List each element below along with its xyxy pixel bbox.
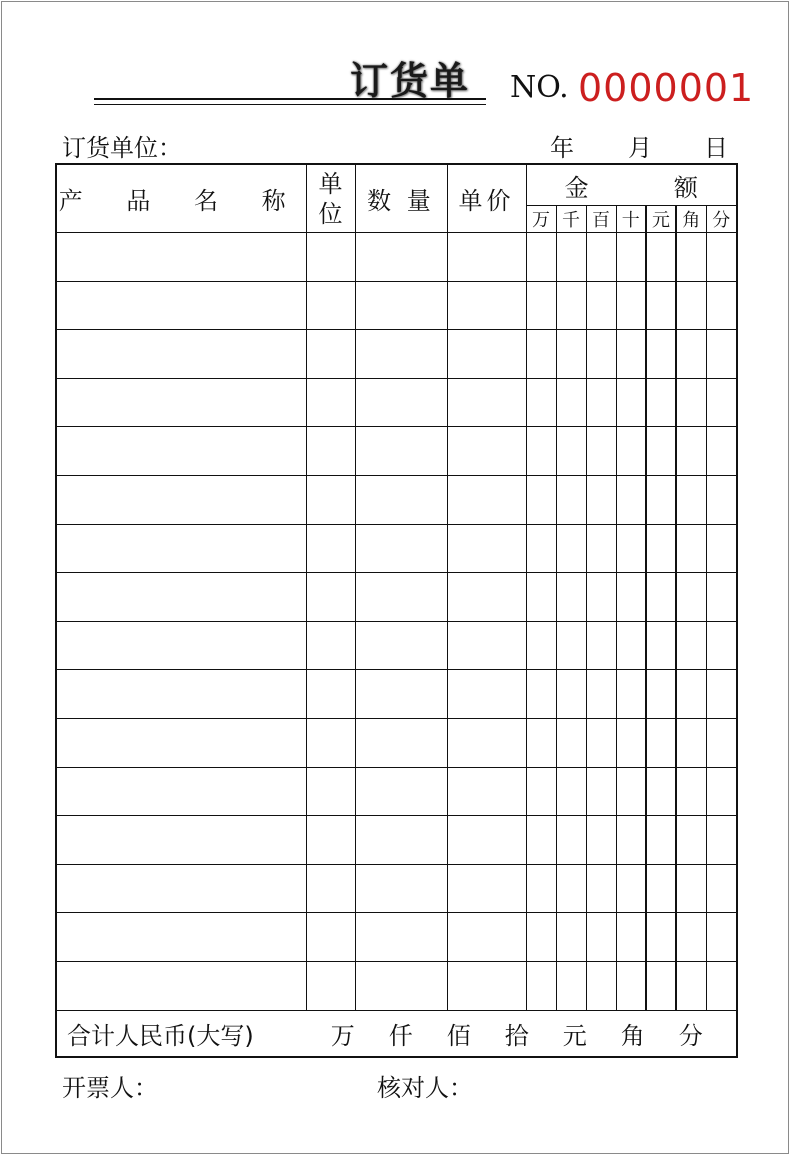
- table-cell[interactable]: [586, 573, 616, 622]
- table-cell[interactable]: [306, 913, 355, 962]
- month-label: 月: [628, 134, 652, 162]
- table-cell[interactable]: [706, 670, 737, 719]
- table-cell[interactable]: [56, 330, 306, 379]
- customer-label: 订货单位：: [62, 134, 182, 162]
- table-cell[interactable]: [556, 330, 586, 379]
- table-cell[interactable]: [676, 330, 706, 379]
- table-cell[interactable]: [355, 233, 447, 282]
- table-row[interactable]: [56, 913, 737, 962]
- table-cell[interactable]: [306, 621, 355, 670]
- table-cell[interactable]: [447, 864, 526, 913]
- table-cell[interactable]: [526, 913, 556, 962]
- table-cell[interactable]: [526, 816, 556, 865]
- table-row[interactable]: [56, 281, 737, 330]
- table-cell[interactable]: [586, 767, 616, 816]
- table-cell[interactable]: [646, 524, 676, 573]
- table-cell[interactable]: [556, 864, 586, 913]
- table-cell[interactable]: [646, 427, 676, 476]
- table-cell[interactable]: [586, 670, 616, 719]
- table-cell[interactable]: [56, 621, 306, 670]
- table-cell[interactable]: [706, 475, 737, 524]
- table-cell[interactable]: [676, 281, 706, 330]
- title-underline-thick: [94, 98, 486, 100]
- table-cell[interactable]: [306, 816, 355, 865]
- digit-yuan: 元: [646, 206, 676, 233]
- table-cell[interactable]: [355, 524, 447, 573]
- table-cell[interactable]: [56, 864, 306, 913]
- table-cell[interactable]: [447, 816, 526, 865]
- table-cell[interactable]: [646, 573, 676, 622]
- col-amount-right: 额: [673, 173, 698, 202]
- table-cell[interactable]: [646, 475, 676, 524]
- table-cell[interactable]: [646, 913, 676, 962]
- total-unit-shi: 拾: [504, 1021, 529, 1050]
- table-cell[interactable]: [676, 573, 706, 622]
- table-cell[interactable]: [306, 475, 355, 524]
- table-cell[interactable]: [526, 767, 556, 816]
- total-unit-wan: 万: [330, 1021, 355, 1050]
- table-cell[interactable]: [616, 281, 646, 330]
- table-cell[interactable]: [586, 913, 616, 962]
- col-amount-left: 金: [564, 173, 589, 202]
- table-cell[interactable]: [646, 378, 676, 427]
- table-cell[interactable]: [706, 961, 737, 1010]
- table-cell[interactable]: [56, 475, 306, 524]
- table-cell[interactable]: [56, 961, 306, 1010]
- table-cell[interactable]: [556, 475, 586, 524]
- table-cell[interactable]: [526, 670, 556, 719]
- table-cell[interactable]: [616, 427, 646, 476]
- col-unit: [306, 164, 355, 233]
- table-cell[interactable]: [447, 961, 526, 1010]
- table-cell[interactable]: [355, 281, 447, 330]
- table-row[interactable]: [56, 524, 737, 573]
- table-cell[interactable]: [586, 718, 616, 767]
- table-row[interactable]: [56, 767, 737, 816]
- table-cell[interactable]: [676, 378, 706, 427]
- table-cell[interactable]: [447, 330, 526, 379]
- table-cell[interactable]: [355, 913, 447, 962]
- table-cell[interactable]: [56, 816, 306, 865]
- table-cell[interactable]: [646, 961, 676, 1010]
- table-cell[interactable]: [616, 621, 646, 670]
- table-cell[interactable]: [447, 621, 526, 670]
- table-cell[interactable]: [706, 718, 737, 767]
- table-cell[interactable]: [355, 427, 447, 476]
- table-cell[interactable]: [646, 718, 676, 767]
- table-cell[interactable]: [706, 233, 737, 282]
- day-label: 日: [704, 134, 728, 162]
- table-cell[interactable]: [556, 621, 586, 670]
- table-cell[interactable]: [616, 330, 646, 379]
- table-cell[interactable]: [447, 767, 526, 816]
- table-cell[interactable]: [56, 427, 306, 476]
- table-cell[interactable]: [306, 767, 355, 816]
- table-cell[interactable]: [56, 718, 306, 767]
- table-body: [56, 233, 737, 1011]
- table-cell[interactable]: [556, 524, 586, 573]
- table-cell[interactable]: [556, 767, 586, 816]
- issuer-label: 开票人：: [62, 1074, 158, 1102]
- title-underline-thin: [94, 104, 486, 105]
- table-row[interactable]: [56, 330, 737, 379]
- table-cell[interactable]: [586, 621, 616, 670]
- table-cell[interactable]: [676, 524, 706, 573]
- table-cell[interactable]: [306, 233, 355, 282]
- table-cell[interactable]: [616, 767, 646, 816]
- table-cell[interactable]: [706, 913, 737, 962]
- table-cell[interactable]: [616, 961, 646, 1010]
- table-cell[interactable]: [676, 816, 706, 865]
- table-cell[interactable]: [556, 281, 586, 330]
- table-cell[interactable]: [706, 427, 737, 476]
- digit-wan: 万: [526, 206, 556, 233]
- table-cell[interactable]: [586, 233, 616, 282]
- table-cell[interactable]: [586, 330, 616, 379]
- table-cell[interactable]: [526, 573, 556, 622]
- table-cell[interactable]: [56, 281, 306, 330]
- table-cell[interactable]: [526, 330, 556, 379]
- total-label: 合计人民币(大写): [67, 1021, 254, 1050]
- table-cell[interactable]: [586, 281, 616, 330]
- table-cell[interactable]: [556, 816, 586, 865]
- table-cell[interactable]: [616, 233, 646, 282]
- table-row[interactable]: [56, 816, 737, 865]
- table-cell[interactable]: [646, 816, 676, 865]
- table-cell[interactable]: [616, 864, 646, 913]
- table-cell[interactable]: [556, 427, 586, 476]
- table-cell[interactable]: [355, 961, 447, 1010]
- table-row[interactable]: [56, 961, 737, 1010]
- table-cell[interactable]: [616, 524, 646, 573]
- table-cell[interactable]: [556, 378, 586, 427]
- col-unit-top: 单: [318, 169, 343, 198]
- form-title: 订货单: [350, 58, 471, 103]
- table-cell[interactable]: [56, 767, 306, 816]
- table-cell[interactable]: [556, 573, 586, 622]
- table-cell[interactable]: [306, 961, 355, 1010]
- number-label: NO.: [510, 70, 569, 105]
- table-cell[interactable]: [56, 913, 306, 962]
- col-unit-bottom: 位: [318, 199, 343, 228]
- total-unit-jiao: 角: [620, 1021, 645, 1050]
- table-cell[interactable]: [646, 767, 676, 816]
- table-cell[interactable]: [676, 767, 706, 816]
- table-cell[interactable]: [616, 670, 646, 719]
- table-cell[interactable]: [586, 524, 616, 573]
- table-cell[interactable]: [706, 330, 737, 379]
- table-cell[interactable]: [706, 524, 737, 573]
- table-cell[interactable]: [556, 670, 586, 719]
- table-cell[interactable]: [586, 816, 616, 865]
- total-unit-bai: 佰: [446, 1021, 471, 1050]
- table-cell[interactable]: [526, 718, 556, 767]
- table-cell[interactable]: [616, 913, 646, 962]
- table-cell[interactable]: [586, 475, 616, 524]
- table-cell[interactable]: [447, 281, 526, 330]
- table-cell[interactable]: [586, 378, 616, 427]
- table-cell[interactable]: [616, 573, 646, 622]
- table-cell[interactable]: [646, 281, 676, 330]
- table-cell[interactable]: [646, 670, 676, 719]
- total-unit-fen: 分: [678, 1021, 703, 1050]
- digit-fen: 分: [706, 206, 737, 233]
- table-cell[interactable]: [646, 233, 676, 282]
- table-cell[interactable]: [447, 524, 526, 573]
- table-cell[interactable]: [355, 621, 447, 670]
- col-amount: [526, 164, 737, 206]
- table-cell[interactable]: [556, 233, 586, 282]
- table-cell[interactable]: [447, 573, 526, 622]
- digit-shi: 十: [616, 206, 646, 233]
- table-row[interactable]: [56, 573, 737, 622]
- table-cell[interactable]: [56, 524, 306, 573]
- table-cell[interactable]: [447, 670, 526, 719]
- table-cell[interactable]: [676, 475, 706, 524]
- digit-qian: 千: [556, 206, 586, 233]
- table-cell[interactable]: [616, 378, 646, 427]
- table-cell[interactable]: [447, 233, 526, 282]
- table-cell[interactable]: [526, 281, 556, 330]
- table-cell[interactable]: [676, 913, 706, 962]
- year-label: 年: [550, 134, 574, 162]
- table-cell[interactable]: [56, 378, 306, 427]
- table-cell[interactable]: [526, 427, 556, 476]
- table-cell[interactable]: [526, 621, 556, 670]
- table-cell[interactable]: [306, 864, 355, 913]
- table-cell[interactable]: [556, 961, 586, 1010]
- table-cell[interactable]: [306, 378, 355, 427]
- table-cell[interactable]: [306, 330, 355, 379]
- table-cell[interactable]: [586, 864, 616, 913]
- table-row[interactable]: [56, 718, 737, 767]
- table-cell[interactable]: [447, 475, 526, 524]
- total-unit-qian: 仟: [388, 1021, 413, 1050]
- table-cell[interactable]: [526, 864, 556, 913]
- table-cell[interactable]: [447, 427, 526, 476]
- table-cell[interactable]: [706, 864, 737, 913]
- table-cell[interactable]: [526, 524, 556, 573]
- table-cell[interactable]: [355, 670, 447, 719]
- table-row[interactable]: [56, 475, 737, 524]
- table-cell[interactable]: [355, 378, 447, 427]
- table-cell[interactable]: [526, 475, 556, 524]
- table-cell[interactable]: [706, 378, 737, 427]
- digit-jiao: 角: [676, 206, 706, 233]
- table-cell[interactable]: [355, 816, 447, 865]
- table-cell[interactable]: [616, 718, 646, 767]
- table-cell[interactable]: [306, 573, 355, 622]
- table-cell[interactable]: [306, 281, 355, 330]
- table-cell[interactable]: [646, 621, 676, 670]
- table-cell[interactable]: [706, 767, 737, 816]
- table-cell[interactable]: [706, 573, 737, 622]
- table-cell[interactable]: [355, 573, 447, 622]
- table-cell[interactable]: [676, 670, 706, 719]
- table-row[interactable]: [56, 233, 737, 282]
- table-cell[interactable]: [447, 378, 526, 427]
- table-cell[interactable]: [355, 864, 447, 913]
- col-unit-price: 单价: [447, 164, 526, 233]
- table-cell[interactable]: [306, 670, 355, 719]
- table-cell[interactable]: [56, 573, 306, 622]
- table-cell[interactable]: [556, 718, 586, 767]
- table-row[interactable]: [56, 378, 737, 427]
- table-cell[interactable]: [355, 767, 447, 816]
- table-cell[interactable]: [355, 718, 447, 767]
- table-cell[interactable]: [616, 816, 646, 865]
- col-product-name: 产 品 名 称: [56, 164, 306, 233]
- total-unit-yuan: 元: [562, 1021, 587, 1050]
- table-cell[interactable]: [306, 427, 355, 476]
- table-cell[interactable]: [616, 475, 646, 524]
- table-cell[interactable]: [56, 670, 306, 719]
- table-row[interactable]: [56, 670, 737, 719]
- digit-bai: 百: [586, 206, 616, 233]
- table-cell[interactable]: [355, 475, 447, 524]
- table-cell[interactable]: [526, 233, 556, 282]
- order-table: [55, 163, 738, 1058]
- table-cell[interactable]: [706, 281, 737, 330]
- col-quantity: 数 量: [355, 164, 447, 233]
- table-cell[interactable]: [676, 621, 706, 670]
- table-cell[interactable]: [676, 233, 706, 282]
- header-row-1: [56, 164, 737, 206]
- table-cell[interactable]: [646, 330, 676, 379]
- table-cell[interactable]: [306, 718, 355, 767]
- total-cell: [56, 1010, 737, 1057]
- table-cell[interactable]: [306, 524, 355, 573]
- table-row[interactable]: [56, 621, 737, 670]
- table-cell[interactable]: [526, 378, 556, 427]
- table-row[interactable]: [56, 864, 737, 913]
- table-cell[interactable]: [586, 961, 616, 1010]
- table-cell[interactable]: [526, 961, 556, 1010]
- table-cell[interactable]: [676, 718, 706, 767]
- table-row[interactable]: [56, 427, 737, 476]
- table-cell[interactable]: [706, 621, 737, 670]
- table-cell[interactable]: [355, 330, 447, 379]
- table-cell[interactable]: [706, 816, 737, 865]
- table-cell[interactable]: [676, 427, 706, 476]
- table-cell[interactable]: [586, 427, 616, 476]
- table-cell[interactable]: [676, 864, 706, 913]
- table-cell[interactable]: [56, 233, 306, 282]
- table-cell[interactable]: [676, 961, 706, 1010]
- serial-number: 0000001: [578, 66, 755, 110]
- table-cell[interactable]: [447, 913, 526, 962]
- table-cell[interactable]: [556, 913, 586, 962]
- checker-label: 核对人：: [377, 1074, 473, 1102]
- table-cell[interactable]: [447, 718, 526, 767]
- total-row: [56, 1010, 737, 1057]
- table-cell[interactable]: [646, 864, 676, 913]
